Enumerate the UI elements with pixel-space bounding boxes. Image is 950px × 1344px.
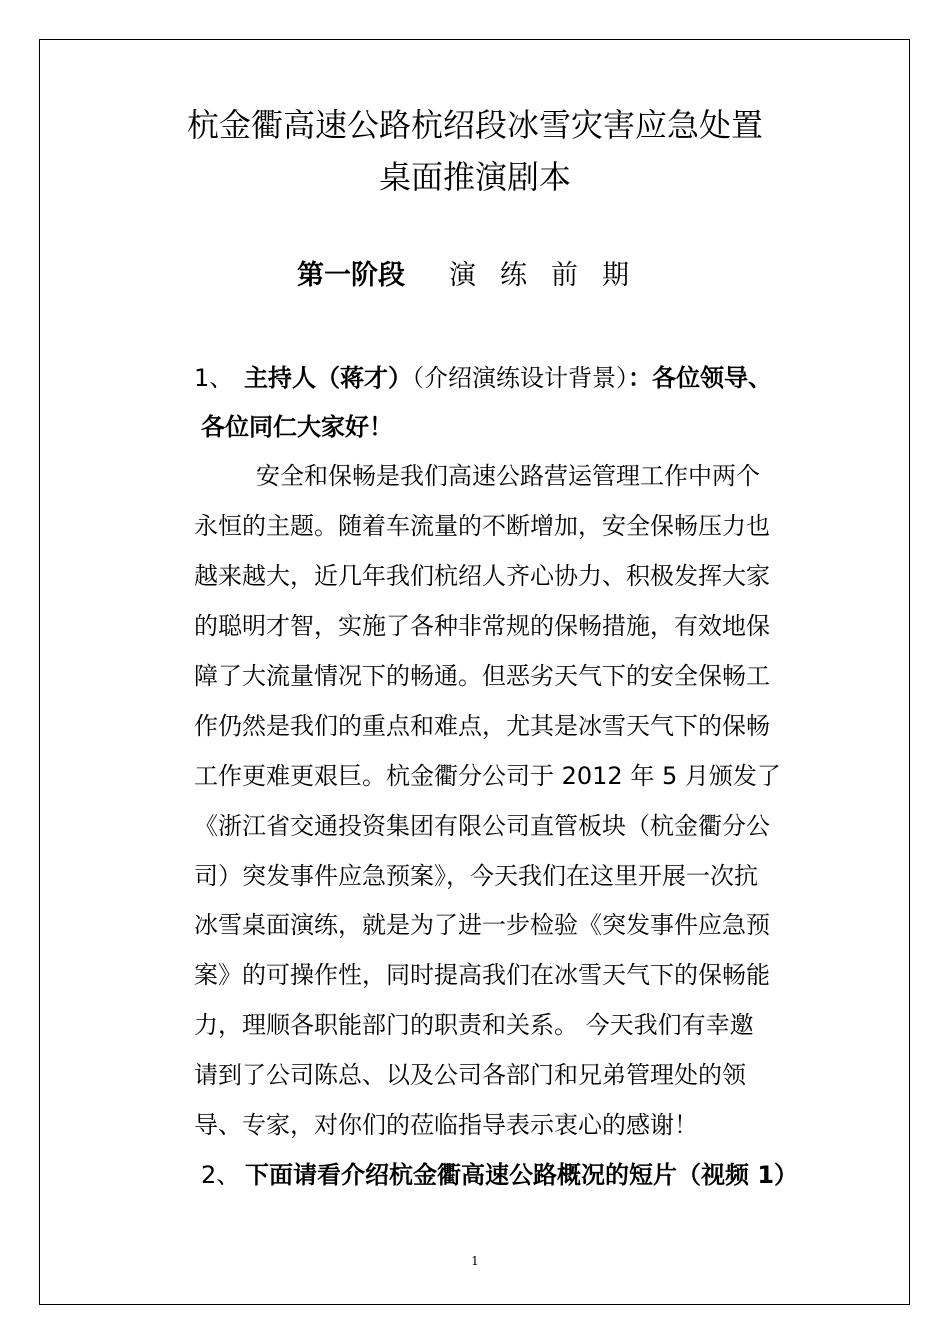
page-number: 1 xyxy=(471,1254,479,1268)
body-line-11: 案》的可操作性，同时提高我们在冰雪天气下的保畅能 xyxy=(194,961,770,989)
stage-label: 第一阶段 xyxy=(297,260,405,291)
body-line-14: 导、专家，对你们的莅临指导表示衷心的感谢！ xyxy=(194,1111,698,1139)
body-line-2: 永恒的主题。随着车流量的不断增加，安全保畅压力也 xyxy=(194,512,770,540)
body-line-4: 的聪明才智，实施了各种非常规的保畅措施，有效地保 xyxy=(194,612,770,640)
body-line-9: 司）突发事件应急预案》，今天我们在这里开展一次抗 xyxy=(194,862,758,890)
item-2-text: 下面请看介绍杭金衢高速公路概况的短片（视频 1） xyxy=(245,1161,799,1189)
body-line-1: 安全和保畅是我们高速公路营运管理工作中两个 xyxy=(256,462,760,490)
body-line-10: 冰雪桌面演练，就是为了进一步检验《突发事件应急预 xyxy=(194,911,770,939)
item-1-number: 1、 xyxy=(194,364,234,392)
body-line-6: 作仍然是我们的重点和难点，尤其是冰雪天气下的保畅 xyxy=(194,712,770,740)
item-1-greeting-part-1: 各位领导、 xyxy=(652,364,772,392)
document-title-line-1: 杭金衢高速公路杭绍段冰雪灾害应急处置 xyxy=(186,106,763,144)
body-line-3: 越来越大，近几年我们杭绍人齐心协力、积极发挥大家 xyxy=(194,562,770,590)
body-line-5: 障了大流量情况下的畅通。但恶劣天气下的安全保畅工 xyxy=(194,662,770,690)
body-line-8: 《浙江省交通投资集团有限公司直管板块（杭金衢分公 xyxy=(194,812,770,840)
item-2-heading xyxy=(201,1159,798,1191)
stage-heading xyxy=(60,256,890,296)
body-line-7: 工作更难更艰巨。杭金衢分公司于 2012 年 5 月颁发了 xyxy=(194,762,781,790)
item-2-number: 2、 xyxy=(201,1161,241,1189)
item-1-speaker: 主持人（蒋才） xyxy=(244,364,412,392)
body-line-13: 请到了公司陈总、以及公司各部门和兄弟管理处的领 xyxy=(194,1061,746,1089)
body-line-12: 力，理顺各职能部门的职责和关系。 今天我们有幸邀 xyxy=(194,1011,754,1039)
item-1-note: （介绍演练设计背景） xyxy=(412,364,628,392)
item-1-heading xyxy=(194,362,772,394)
document-title-line-2: 桌面推演剧本 xyxy=(378,158,571,196)
item-1-colon: ： xyxy=(628,364,652,392)
stage-name: 演练前期 xyxy=(449,260,653,291)
item-1-greeting-part-2: 各位同仁大家好！ xyxy=(201,413,393,441)
